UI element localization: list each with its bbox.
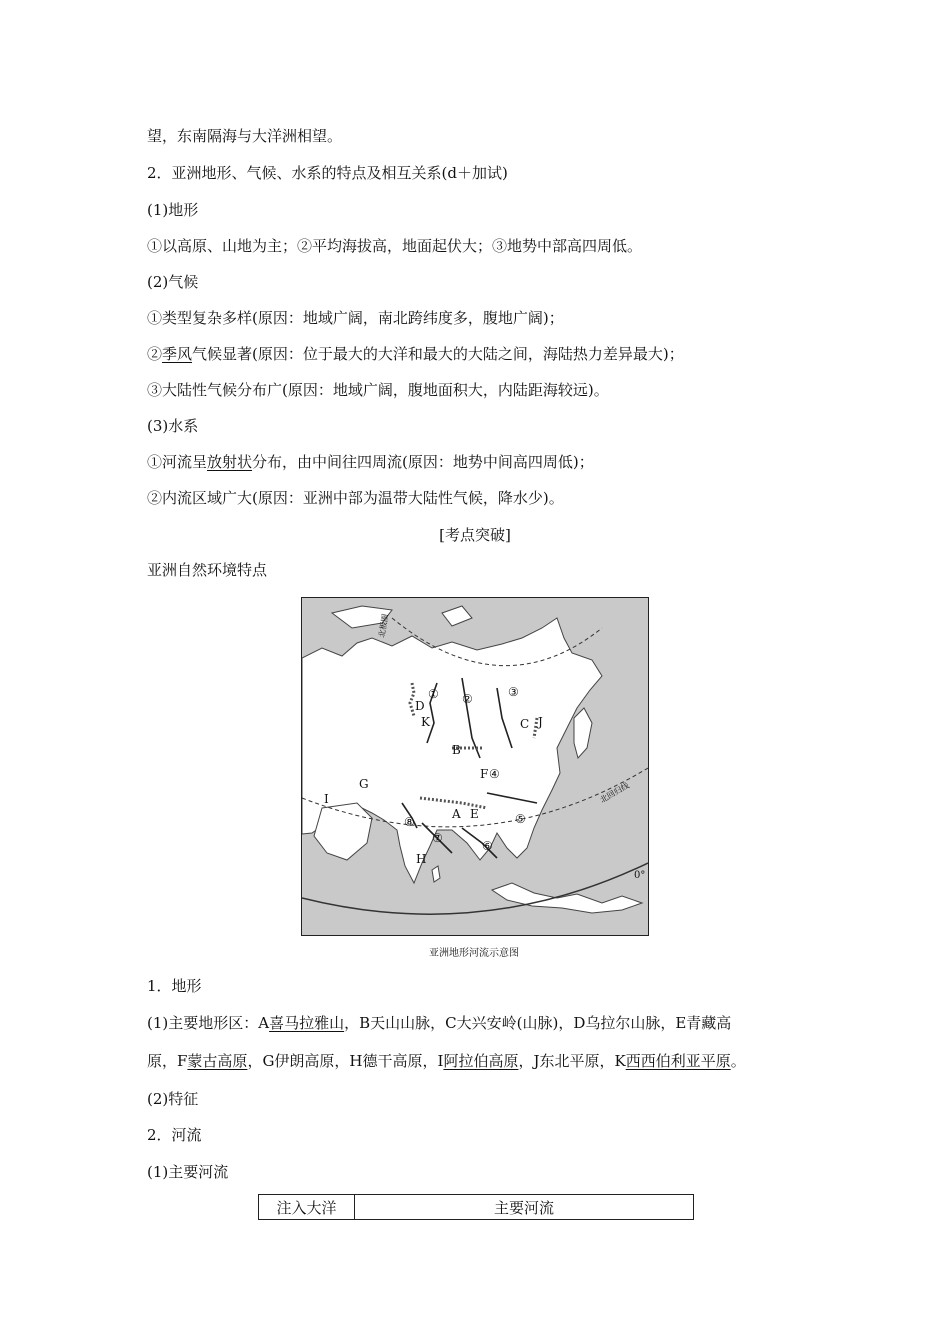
monsoon-term: 季风 (162, 345, 193, 363)
label-3: ③ (508, 685, 519, 699)
table-header-rivers: 主要河流 (355, 1195, 694, 1220)
text: ② (147, 345, 163, 363)
subsection-rivers: 2．河流 (147, 1126, 202, 1144)
feature-heading: (2)特征 (147, 1090, 199, 1108)
arctic-label: 北极圈 (377, 613, 391, 639)
asia-map (301, 597, 649, 936)
label-D: D (415, 699, 425, 713)
label-1: ① (428, 687, 439, 701)
text: 原，F (147, 1052, 188, 1070)
text: ，G伊朗高原，H德干高原，I (247, 1052, 444, 1070)
terrain-features: ①以高原、山地为主；②平均海拔高，地面起伏大；③地势中部高四周低。 (147, 237, 643, 255)
text: 分布，由中间往四周流(原因：地势中间高四周低)； (252, 453, 594, 471)
japan (574, 708, 592, 758)
water-item-1 (147, 452, 594, 472)
text: ①河流呈 (147, 453, 208, 471)
section-2-title: 2．亚洲地形、气候、水系的特点及相互关系(d＋加试) (147, 164, 508, 182)
water-item-2: ②内流区域广大(原因：亚洲中部为温带大陆性气候，降水少)。 (147, 489, 564, 507)
climate-item-2 (147, 344, 684, 364)
text: 。 (730, 1052, 746, 1070)
subsection-terrain: 1．地形 (147, 977, 202, 995)
terrain-heading: (1)地形 (147, 201, 199, 219)
west-siberian-plain-term: 西西伯利亚平原 (625, 1052, 731, 1070)
paragraph-continuation: 望，东南隔海与大洋洲相望。 (147, 127, 343, 145)
mongolian-plateau-term: 蒙古高原 (187, 1052, 248, 1070)
label-8: ⑧ (404, 815, 415, 829)
radial-term: 放射状 (207, 453, 253, 471)
label-E: E (470, 807, 479, 821)
label-J: J (538, 715, 543, 729)
cancer-label: 北回归线 (598, 780, 631, 805)
label-7: ⑦ (432, 831, 443, 845)
himalaya-term: 喜马拉雅山 (269, 1014, 345, 1032)
label-K: K (421, 715, 430, 729)
equator-label: 0° (634, 870, 646, 881)
arctic-islands (442, 606, 472, 626)
water-heading: (3)水系 (147, 417, 199, 435)
label-5: ⑤ (515, 812, 526, 826)
text: ，J东北平原，K (518, 1052, 626, 1070)
label-2: ② (462, 692, 473, 706)
climate-item-3: ③大陆性气候分布广(原因：地域广阔，腹地面积大，内陆距海较远)。 (147, 381, 609, 399)
landforms-line-2 (147, 1051, 746, 1071)
table-header-ocean: 注入大洋 (259, 1195, 355, 1220)
indonesia (492, 883, 642, 913)
rivers-table (258, 1194, 694, 1220)
label-6: ⑥ (482, 839, 493, 853)
landforms-line-1 (147, 1013, 731, 1033)
main-rivers-heading: (1)主要河流 (147, 1163, 229, 1181)
table-row (259, 1195, 694, 1220)
label-I: I (324, 792, 329, 806)
text: 气候显著(原因：位于最大的大洋和最大的大陆之间，海陆热力差异最大)； (192, 345, 684, 363)
map-caption: 亚洲地形河流示意图 (429, 948, 519, 959)
label-B: B (452, 743, 461, 757)
map-svg (302, 598, 648, 935)
climate-item-1: ①类型复杂多样(原因：地域广阔，南北跨纬度多，腹地广阔)； (147, 309, 564, 327)
label-C: C (520, 717, 530, 731)
label-H: H (416, 852, 427, 866)
label-F: F (480, 767, 489, 781)
label-A: A (452, 807, 461, 821)
label-G: G (359, 777, 369, 791)
sri-lanka (432, 866, 440, 882)
arabian-plateau-term: 阿拉伯高原 (443, 1052, 519, 1070)
climate-heading: (2)气候 (147, 273, 199, 291)
kaodian-heading: [考点突破] (439, 526, 511, 544)
topic-title: 亚洲自然环境特点 (147, 561, 268, 579)
text: (1)主要地形区：A (147, 1014, 270, 1032)
text: ，B天山山脉，C大兴安岭(山脉)，D乌拉尔山脉，E青藏高 (344, 1014, 732, 1032)
label-4: ④ (489, 767, 500, 781)
